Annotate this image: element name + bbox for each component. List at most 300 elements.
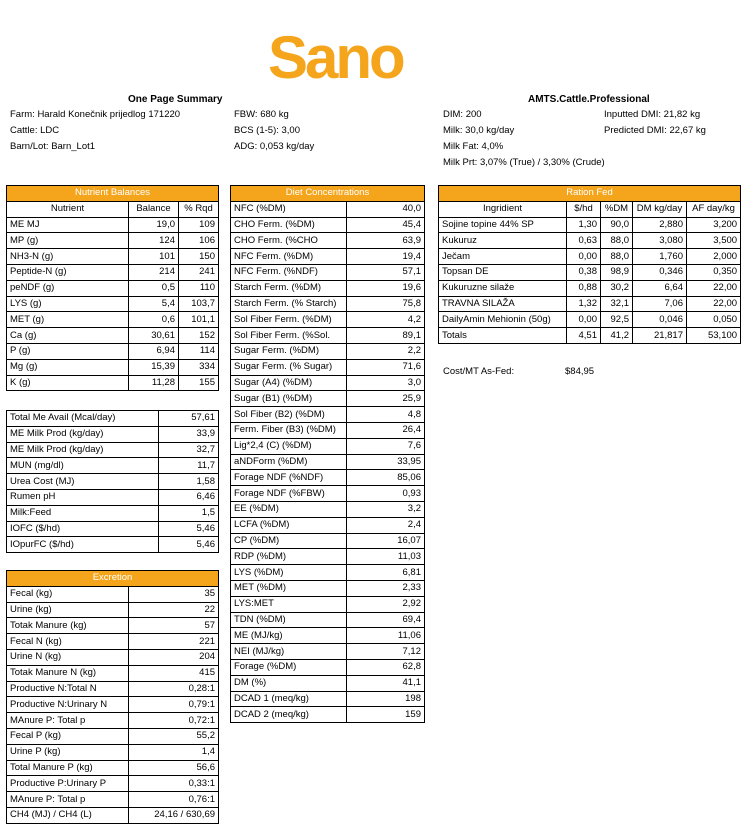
row-label: ME Milk Prod (kg/day) xyxy=(7,426,159,442)
table-row xyxy=(231,707,425,723)
row-label: CHO Ferm. (%CHO xyxy=(231,233,347,249)
row-value: 21,817 xyxy=(633,328,687,344)
dmi-info xyxy=(604,107,706,139)
table-row xyxy=(7,537,219,553)
row-value: 2,4 xyxy=(347,517,425,533)
row-label: Total Manure P (kg) xyxy=(7,760,129,776)
row-label: MET (%DM) xyxy=(231,580,347,596)
row-value: 33,9 xyxy=(159,426,219,442)
row-value: 334 xyxy=(179,359,219,375)
row-value: 25,9 xyxy=(347,391,425,407)
row-label: Sugar (A4) (%DM) xyxy=(231,375,347,391)
row-value: 3,0 xyxy=(347,375,425,391)
row-label: NH3-N (g) xyxy=(7,249,129,265)
row-label: Starch Ferm. (%DM) xyxy=(231,280,347,296)
table-row xyxy=(7,776,219,792)
cost-value: $84,95 xyxy=(565,366,595,377)
row-label: CHO Ferm. (%DM) xyxy=(231,217,347,233)
row-value: 241 xyxy=(179,264,219,280)
row-value: 19,0 xyxy=(129,217,179,233)
row-value: 4,8 xyxy=(347,407,425,423)
software-title: AMTS.Cattle.Professional xyxy=(528,94,650,105)
row-label: peNDF (g) xyxy=(7,280,129,296)
row-value: 0,88 xyxy=(567,280,601,296)
table-row xyxy=(231,296,425,312)
row-value: 71,6 xyxy=(347,359,425,375)
row-label: Totak Manure N (kg) xyxy=(7,665,129,681)
table-row xyxy=(231,691,425,707)
table-row xyxy=(7,474,219,490)
row-value: 0,79:1 xyxy=(129,697,219,713)
excretion-title-text: Excretion xyxy=(7,571,219,587)
nutrient-balances-title xyxy=(7,186,219,202)
row-value: 33,95 xyxy=(347,454,425,470)
diet-concentrations-table xyxy=(230,185,425,723)
row-value: 159 xyxy=(347,707,425,723)
row-value: 103,7 xyxy=(179,296,219,312)
excretion-table xyxy=(6,570,219,824)
row-value: 3,2 xyxy=(347,501,425,517)
row-value: 214 xyxy=(129,264,179,280)
row-label: NFC Ferm. (%DM) xyxy=(231,249,347,265)
ration-fed-title-text: Ration Fed xyxy=(439,186,741,202)
row-value: 88,0 xyxy=(601,249,633,265)
row-value: 1,4 xyxy=(129,744,219,760)
row-value: 0,72:1 xyxy=(129,713,219,729)
column-header: $/hd xyxy=(567,201,601,217)
row-value: 7,06 xyxy=(633,296,687,312)
table-row xyxy=(231,280,425,296)
row-label: Forage NDF (%FBW) xyxy=(231,486,347,502)
milk-summary-table xyxy=(6,410,219,553)
row-value: 6,81 xyxy=(347,565,425,581)
table-row xyxy=(231,328,425,344)
row-value: 5,46 xyxy=(159,521,219,537)
row-label: ME MJ xyxy=(7,217,129,233)
row-label: IOFC ($/hd) xyxy=(7,521,159,537)
row-value: 6,94 xyxy=(129,343,179,359)
row-value: 22 xyxy=(129,602,219,618)
row-label: NFC Ferm. (%NDF) xyxy=(231,264,347,280)
nutrient-balances-title-text: Nutrient Balances xyxy=(7,186,219,202)
row-label: Milk:Feed xyxy=(7,505,159,521)
row-value: 56,6 xyxy=(129,760,219,776)
ration-fed-header xyxy=(439,201,741,217)
row-label: DailyAmin Mehionin (50g) xyxy=(439,312,567,328)
row-value: 0,38 xyxy=(567,264,601,280)
row-label: Sol Fiber Ferm. (%Sol. xyxy=(231,328,347,344)
table-row xyxy=(231,312,425,328)
table-row xyxy=(231,612,425,628)
table-row xyxy=(7,681,219,697)
row-label: Productive N:Total N xyxy=(7,681,129,697)
table-row xyxy=(7,792,219,808)
row-value: 110 xyxy=(179,280,219,296)
row-label: MAnure P: Total p xyxy=(7,713,129,729)
row-label: Sol Fiber (B2) (%DM) xyxy=(231,407,347,423)
table-row xyxy=(231,407,425,423)
row-value: 124 xyxy=(129,233,179,249)
table-row xyxy=(7,249,219,265)
row-value: 45,4 xyxy=(347,217,425,233)
column-header: DM kg/day xyxy=(633,201,687,217)
row-label: Topsan DE xyxy=(439,264,567,280)
row-label: ME (MJ/kg) xyxy=(231,628,347,644)
row-value: 22,00 xyxy=(687,296,741,312)
table-row xyxy=(231,233,425,249)
column-header: Ingridient xyxy=(439,201,567,217)
row-value: 15,39 xyxy=(129,359,179,375)
row-label: Mg (g) xyxy=(7,359,129,375)
table-row xyxy=(231,343,425,359)
row-label: MP (g) xyxy=(7,233,129,249)
row-value: 2,880 xyxy=(633,217,687,233)
table-row xyxy=(439,249,741,265)
table-row xyxy=(7,586,219,602)
row-value: 0,33:1 xyxy=(129,776,219,792)
table-row xyxy=(7,807,219,823)
table-row xyxy=(7,359,219,375)
row-value: 19,6 xyxy=(347,280,425,296)
row-label: Urine P (kg) xyxy=(7,744,129,760)
row-value: 53,100 xyxy=(687,328,741,344)
milk-fat-line: Milk Fat: 4,0% xyxy=(443,141,504,152)
table-row xyxy=(7,426,219,442)
row-label: Fecal (kg) xyxy=(7,586,129,602)
farm-info xyxy=(10,107,180,155)
inputted-dmi-line: Inputted DMI: 21,82 kg xyxy=(604,109,701,120)
row-label: Forage (%DM) xyxy=(231,659,347,675)
row-value: 0,5 xyxy=(129,280,179,296)
table-row xyxy=(7,217,219,233)
table-row xyxy=(7,280,219,296)
row-value: 2,33 xyxy=(347,580,425,596)
row-value: 1,58 xyxy=(159,474,219,490)
table-row xyxy=(231,359,425,375)
column-header: Balance xyxy=(129,201,179,217)
row-value: 40,0 xyxy=(347,201,425,217)
table-row xyxy=(7,760,219,776)
row-label: Ječam xyxy=(439,249,567,265)
row-label: MUN (mg/dl) xyxy=(7,458,159,474)
row-label: Kukuruz xyxy=(439,233,567,249)
table-row xyxy=(439,296,741,312)
row-label: IOpurFC ($/hd) xyxy=(7,537,159,553)
row-label: LYS (g) xyxy=(7,296,129,312)
row-label: Ferm. Fiber (B3) (%DM) xyxy=(231,422,347,438)
table-row xyxy=(7,343,219,359)
cattle-line: Cattle: LDC xyxy=(10,125,60,136)
row-value: 16,07 xyxy=(347,533,425,549)
row-value: 155 xyxy=(179,375,219,391)
bcs-line: BCS (1-5): 3,00 xyxy=(234,125,300,136)
sano-logo xyxy=(268,24,420,88)
row-value: 55,2 xyxy=(129,728,219,744)
table-row xyxy=(7,521,219,537)
row-value: 415 xyxy=(129,665,219,681)
milk-line: Milk: 30,0 kg/day xyxy=(443,125,515,136)
table-row xyxy=(231,454,425,470)
column-header: AF day/kg xyxy=(687,201,741,217)
row-value: 1,760 xyxy=(633,249,687,265)
row-value: 0,76:1 xyxy=(129,792,219,808)
table-row xyxy=(7,602,219,618)
row-label: Forage NDF (%NDF) xyxy=(231,470,347,486)
row-label: DCAD 2 (meq/kg) xyxy=(231,707,347,723)
row-value: 5,4 xyxy=(129,296,179,312)
row-value: 0,346 xyxy=(633,264,687,280)
table-row xyxy=(7,618,219,634)
dim-line: DIM: 200 xyxy=(443,109,482,120)
table-row xyxy=(7,744,219,760)
row-value: 32,1 xyxy=(601,296,633,312)
row-value: 114 xyxy=(179,343,219,359)
row-label: Urine (kg) xyxy=(7,602,129,618)
row-label: Peptide-N (g) xyxy=(7,264,129,280)
row-value: 32,7 xyxy=(159,442,219,458)
predicted-dmi-line: Predicted DMI: 22,67 kg xyxy=(604,125,706,136)
table-row xyxy=(7,296,219,312)
table-row xyxy=(439,233,741,249)
row-label: DCAD 1 (meq/kg) xyxy=(231,691,347,707)
table-row xyxy=(7,505,219,521)
row-value: 0,93 xyxy=(347,486,425,502)
table-row xyxy=(439,312,741,328)
row-value: 0,28:1 xyxy=(129,681,219,697)
table-row xyxy=(7,442,219,458)
table-row xyxy=(231,580,425,596)
row-value: 30,61 xyxy=(129,328,179,344)
row-value: 41,1 xyxy=(347,675,425,691)
table-row xyxy=(7,411,219,427)
table-row xyxy=(231,217,425,233)
row-value: 30,2 xyxy=(601,280,633,296)
row-label: Starch Ferm. (% Starch) xyxy=(231,296,347,312)
table-row xyxy=(231,533,425,549)
row-label: NFC (%DM) xyxy=(231,201,347,217)
row-value: 24,16 / 630,69 xyxy=(129,807,219,823)
row-label: ME Milk Prod (kg/day) xyxy=(7,442,159,458)
table-row xyxy=(7,375,219,391)
logo-text: Sano xyxy=(268,24,403,88)
row-value: 6,46 xyxy=(159,489,219,505)
row-value: 89,1 xyxy=(347,328,425,344)
row-label: Fecal N (kg) xyxy=(7,634,129,650)
row-value: 4,51 xyxy=(567,328,601,344)
row-label: MAnure P: Total p xyxy=(7,792,129,808)
fbw-line: FBW: 680 kg xyxy=(234,109,289,120)
barn-line: Barn/Lot: Barn_Lot1 xyxy=(10,141,96,152)
row-label: P (g) xyxy=(7,343,129,359)
row-value: 109 xyxy=(179,217,219,233)
cost-label: Cost/MT As-Fed: xyxy=(443,366,515,377)
row-value: 152 xyxy=(179,328,219,344)
row-value: 11,06 xyxy=(347,628,425,644)
table-row xyxy=(7,233,219,249)
row-label: aNDForm (%DM) xyxy=(231,454,347,470)
row-value: 2,000 xyxy=(687,249,741,265)
production-info xyxy=(443,107,605,171)
row-value: 101 xyxy=(129,249,179,265)
table-row xyxy=(439,328,741,344)
row-value: 41,2 xyxy=(601,328,633,344)
row-value: 221 xyxy=(129,634,219,650)
row-value: 2,2 xyxy=(347,343,425,359)
row-label: Sol Fiber Ferm. (%DM) xyxy=(231,312,347,328)
table-row xyxy=(231,517,425,533)
row-label: Urine N (kg) xyxy=(7,649,129,665)
column-header: Nutrient xyxy=(7,201,129,217)
table-row xyxy=(439,280,741,296)
row-label: Ca (g) xyxy=(7,328,129,344)
row-value: 92,5 xyxy=(601,312,633,328)
row-label: Totak Manure (kg) xyxy=(7,618,129,634)
row-value: 106 xyxy=(179,233,219,249)
table-row xyxy=(231,596,425,612)
row-value: 204 xyxy=(129,649,219,665)
row-value: 0,350 xyxy=(687,264,741,280)
table-row xyxy=(7,312,219,328)
table-row xyxy=(231,201,425,217)
row-value: 69,4 xyxy=(347,612,425,628)
row-label: Fecal P (kg) xyxy=(7,728,129,744)
row-value: 101,1 xyxy=(179,312,219,328)
table-row xyxy=(231,501,425,517)
row-value: 5,46 xyxy=(159,537,219,553)
row-value: 57,61 xyxy=(159,411,219,427)
row-value: 0,00 xyxy=(567,312,601,328)
table-row xyxy=(7,328,219,344)
table-row xyxy=(231,375,425,391)
table-row xyxy=(7,264,219,280)
row-label: K (g) xyxy=(7,375,129,391)
row-label: Total Me Avail (Mcal/day) xyxy=(7,411,159,427)
table-row xyxy=(231,628,425,644)
row-value: 75,8 xyxy=(347,296,425,312)
table-row xyxy=(7,665,219,681)
row-value: 6,64 xyxy=(633,280,687,296)
nutrient-balances-table xyxy=(6,185,219,391)
row-label: EE (%DM) xyxy=(231,501,347,517)
row-label: Urea Cost (MJ) xyxy=(7,474,159,490)
table-row xyxy=(7,697,219,713)
row-label: DM (%) xyxy=(231,675,347,691)
table-row xyxy=(7,458,219,474)
diet-concentrations-title xyxy=(231,186,425,202)
table-row xyxy=(439,217,741,233)
table-row xyxy=(7,489,219,505)
row-label: TDN (%DM) xyxy=(231,612,347,628)
row-label: Sugar Ferm. (% Sugar) xyxy=(231,359,347,375)
row-value: 35 xyxy=(129,586,219,602)
excretion-title xyxy=(7,571,219,587)
ration-fed-table xyxy=(438,185,741,344)
row-label: Kukuruzne silaže xyxy=(439,280,567,296)
table-row xyxy=(231,659,425,675)
row-label: NEI (MJ/kg) xyxy=(231,644,347,660)
row-value: 85,06 xyxy=(347,470,425,486)
row-label: MET (g) xyxy=(7,312,129,328)
row-value: 1,30 xyxy=(567,217,601,233)
row-value: 4,2 xyxy=(347,312,425,328)
row-label: CP (%DM) xyxy=(231,533,347,549)
table-row xyxy=(231,675,425,691)
row-label: Sugar Ferm. (%DM) xyxy=(231,343,347,359)
column-header: %DM xyxy=(601,201,633,217)
adg-line: ADG: 0,053 kg/day xyxy=(234,141,315,152)
diet-concentrations-title-text: Diet Concentrations xyxy=(231,186,425,202)
summary-title: One Page Summary xyxy=(128,94,223,105)
row-label: Lig*2,4 (C) (%DM) xyxy=(231,438,347,454)
row-label: Sugar (B1) (%DM) xyxy=(231,391,347,407)
table-row xyxy=(7,728,219,744)
nutrient-balances-header xyxy=(7,201,219,217)
row-label: Productive P:Urinary P xyxy=(7,776,129,792)
row-value: 11,28 xyxy=(129,375,179,391)
row-label: LCFA (%DM) xyxy=(231,517,347,533)
row-label: LYS:MET xyxy=(231,596,347,612)
table-row xyxy=(231,249,425,265)
table-row xyxy=(231,438,425,454)
row-value: 63,9 xyxy=(347,233,425,249)
table-row xyxy=(7,634,219,650)
table-row xyxy=(231,391,425,407)
row-label: Rumen pH xyxy=(7,489,159,505)
row-value: 2,92 xyxy=(347,596,425,612)
row-value: 62,8 xyxy=(347,659,425,675)
row-value: 198 xyxy=(347,691,425,707)
row-value: 90,0 xyxy=(601,217,633,233)
row-value: 3,080 xyxy=(633,233,687,249)
row-value: 57,1 xyxy=(347,264,425,280)
row-value: 7,12 xyxy=(347,644,425,660)
row-value: 11,03 xyxy=(347,549,425,565)
table-row xyxy=(439,264,741,280)
row-label: LYS (%DM) xyxy=(231,565,347,581)
row-value: 1,32 xyxy=(567,296,601,312)
row-label: RDP (%DM) xyxy=(231,549,347,565)
row-value: 26,4 xyxy=(347,422,425,438)
row-label: Productive N:Urinary N xyxy=(7,697,129,713)
row-value: 0,63 xyxy=(567,233,601,249)
animal-info xyxy=(234,107,314,155)
table-row xyxy=(231,486,425,502)
row-value: 57 xyxy=(129,618,219,634)
ration-fed-title xyxy=(439,186,741,202)
column-header: % Rqd xyxy=(179,201,219,217)
table-row xyxy=(231,470,425,486)
table-row xyxy=(231,549,425,565)
row-value: 88,0 xyxy=(601,233,633,249)
row-label: Totals xyxy=(439,328,567,344)
table-row xyxy=(7,649,219,665)
table-row xyxy=(231,264,425,280)
row-value: 19,4 xyxy=(347,249,425,265)
farm-line: Farm: Harald Konečnik prijedlog 171220 xyxy=(10,109,181,120)
milk-prt-line: Milk Prt: 3,07% (True) / 3,30% (Crude) xyxy=(443,157,605,168)
row-value: 11,7 xyxy=(159,458,219,474)
row-value: 3,500 xyxy=(687,233,741,249)
row-value: 0,6 xyxy=(129,312,179,328)
table-row xyxy=(231,422,425,438)
table-row xyxy=(7,713,219,729)
row-label: TRAVNA SILAŽA xyxy=(439,296,567,312)
row-value: 1,5 xyxy=(159,505,219,521)
row-label: Sojine topine 44% SP xyxy=(439,217,567,233)
row-value: 22,00 xyxy=(687,280,741,296)
row-value: 0,00 xyxy=(567,249,601,265)
row-value: 0,050 xyxy=(687,312,741,328)
